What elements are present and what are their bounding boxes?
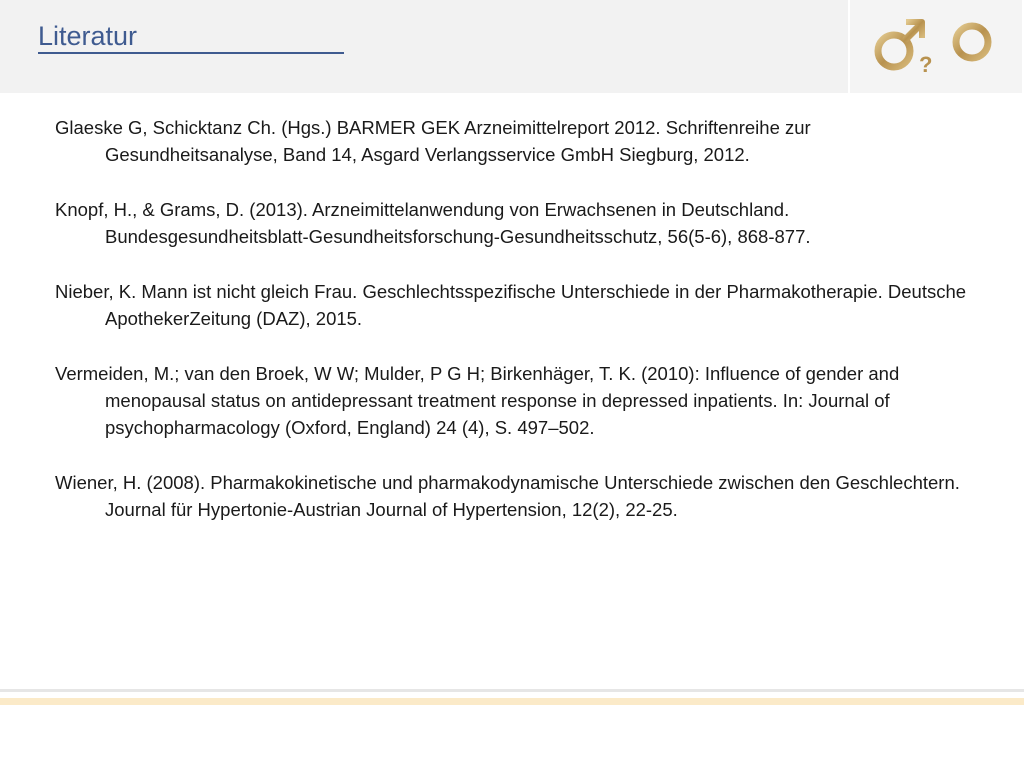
- reference-entry: Wiener, H. (2008). Pharmakokinetische und pharmakodynamische Unterschiede zwischen den Geschlechtern. Journal für Hypertonie-Austrian Journal of Hypertension, 12(2), 22-25.: [55, 472, 960, 520]
- reference-entry: Vermeiden, M.; van den Broek, W W; Mulder, P G H; Birkenhäger, T. K. (2010): Influence of gender and menopausal status on antidepressant treatment response in depressed inpatients. In: Journal of psychopharmacology (Oxford, England) 24 (4), S. 497–502.: [55, 363, 900, 438]
- reference-entry: Nieber, K. Mann ist nicht gleich Frau. Geschlechtsspezifische Unterschiede in der Pharmakotherapie. Deutsche ApothekerZeitung (DAZ), 2015.: [55, 281, 967, 329]
- page-title: Literatur: [38, 20, 344, 54]
- female-symbol-icon: [956, 26, 988, 86]
- male-symbol-icon: [878, 22, 922, 67]
- reference-entry: Knopf, H., & Grams, D. (2013). Arzneimittelanwendung von Erwachsenen in Deutschland. Bundesgesundheitsblatt-Gesundheitsforschung-Gesundheitsschutz, 56(5-6), 868-877.: [55, 199, 811, 247]
- question-mark: ?: [919, 52, 933, 77]
- reference-entry: Glaeske G, Schicktanz Ch. (Hgs.) BARMER GEK Arzneimittelreport 2012. Schriftenreihe zur Gesundheitsanalyse, Band 14, Asgard Verlangsservice GmbH Siegburg, 2012.: [55, 117, 811, 165]
- gender-logo: [850, 0, 1022, 93]
- reference-list: [55, 114, 985, 551]
- footer-accent-bar: [0, 698, 1024, 705]
- footer-divider: [0, 689, 1024, 692]
